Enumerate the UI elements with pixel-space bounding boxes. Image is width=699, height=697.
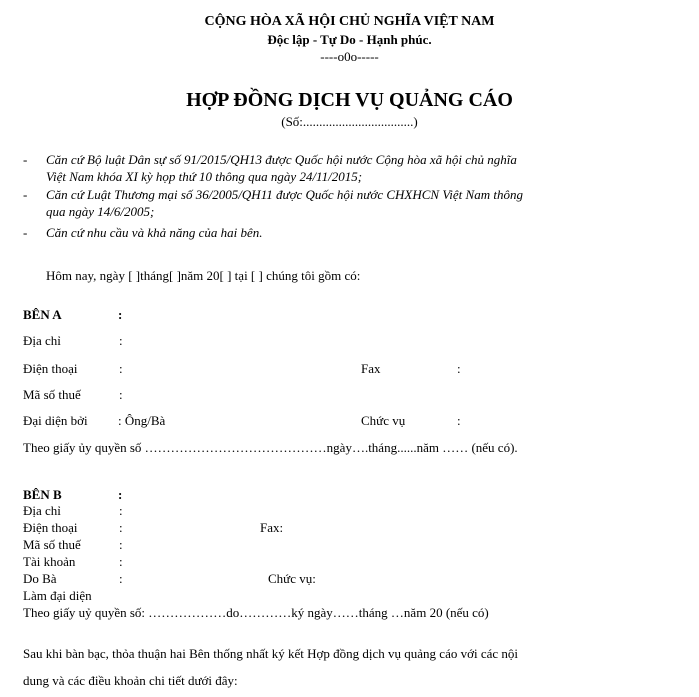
party-b-authorization: Theo giấy uỷ quyền số: ………………do…………ký ngày……tháng …năm 20 (nếu có) — [23, 605, 489, 620]
party-a-representative-label: Đại diện bởi — [23, 413, 88, 428]
legal-basis-item: Căn cứ nhu cầu và khả năng của hai bên. — [46, 225, 263, 240]
field-colon: : — [119, 554, 123, 569]
party-b-representative-label: Do Bà — [23, 571, 57, 586]
legal-basis-item: Căn cứ Bộ luật Dân sự số 91/2015/QH13 được Quốc hội nước Cộng hòa xã hội chủ nghĩa — [46, 152, 517, 167]
field-colon: : — [119, 361, 123, 376]
party-b-position-label: Chức vụ: — [268, 571, 316, 586]
field-colon: : — [119, 520, 123, 535]
field-colon: : — [119, 503, 123, 518]
party-b-address-label: Địa chỉ — [23, 503, 61, 518]
header-divider: ----o0o----- — [320, 49, 379, 64]
party-a-fax-label: Fax — [361, 361, 381, 376]
party-a-authorization: Theo giấy ủy quyền số ……………………………………ngày….tháng......năm …… (nếu có). — [23, 440, 518, 455]
closing-paragraph-line: Sau khi bàn bạc, thỏa thuận hai Bên thống nhất ký kết Hợp đồng dịch vụ quảng cáo với các nội — [23, 646, 518, 661]
party-b-represent-label: Làm đại diện — [23, 588, 92, 603]
field-colon: : — [119, 571, 123, 586]
document-title: HỢP ĐỒNG DỊCH VỤ QUẢNG CÁO — [186, 89, 513, 111]
field-colon: : — [457, 413, 461, 428]
national-motto: Độc lập - Tự Do - Hạnh phúc. — [267, 32, 432, 47]
legal-basis-item-continued: qua ngày 14/6/2005; — [46, 204, 155, 219]
national-title: CỘNG HÒA XÃ HỘI CHỦ NGHĨA VIỆT NAM — [204, 14, 495, 29]
party-a-tax-label: Mã số thuế — [23, 387, 81, 402]
party-a-position-label: Chức vụ — [361, 413, 406, 428]
bullet-dash: - — [23, 152, 28, 167]
legal-basis-item-continued: Việt Nam khóa XI kỳ họp thứ 10 thông qua ngày 24/11/2015; — [46, 169, 363, 184]
bullet-dash: - — [23, 187, 28, 202]
intro-line: Hôm nay, ngày [ ]tháng[ ]năm 20[ ] tại [ ] chúng tôi gồm có: — [46, 268, 361, 283]
party-a-colon: : — [118, 307, 123, 322]
closing-paragraph-line-continued: dung và các điều khoản chi tiết dưới đây: — [23, 673, 238, 688]
party-b-account-label: Tài khoản — [23, 554, 76, 569]
field-colon: : — [119, 333, 123, 348]
party-b-title: BÊN B — [23, 487, 62, 502]
party-a-address-label: Địa chỉ — [23, 333, 61, 348]
document-number: (Số:..................................) — [281, 114, 418, 129]
field-colon: : — [119, 537, 123, 552]
party-b-fax-label: Fax: — [260, 520, 284, 535]
party-b-phone-label: Điện thoại — [23, 520, 78, 535]
party-b-tax-label: Mã số thuế — [23, 537, 81, 552]
legal-basis-item: Căn cứ Luật Thương mại số 36/2005/QH11 được Quốc hội nước CHXHCN Việt Nam thông — [46, 187, 523, 202]
field-colon: : — [457, 361, 461, 376]
party-a-title: BÊN A — [23, 307, 62, 322]
party-a-representative-value: : Ông/Bà — [118, 413, 166, 428]
party-b-colon: : — [118, 487, 123, 502]
party-a-phone-label: Điện thoại — [23, 361, 78, 376]
bullet-dash: - — [23, 225, 28, 240]
field-colon: : — [119, 387, 123, 402]
